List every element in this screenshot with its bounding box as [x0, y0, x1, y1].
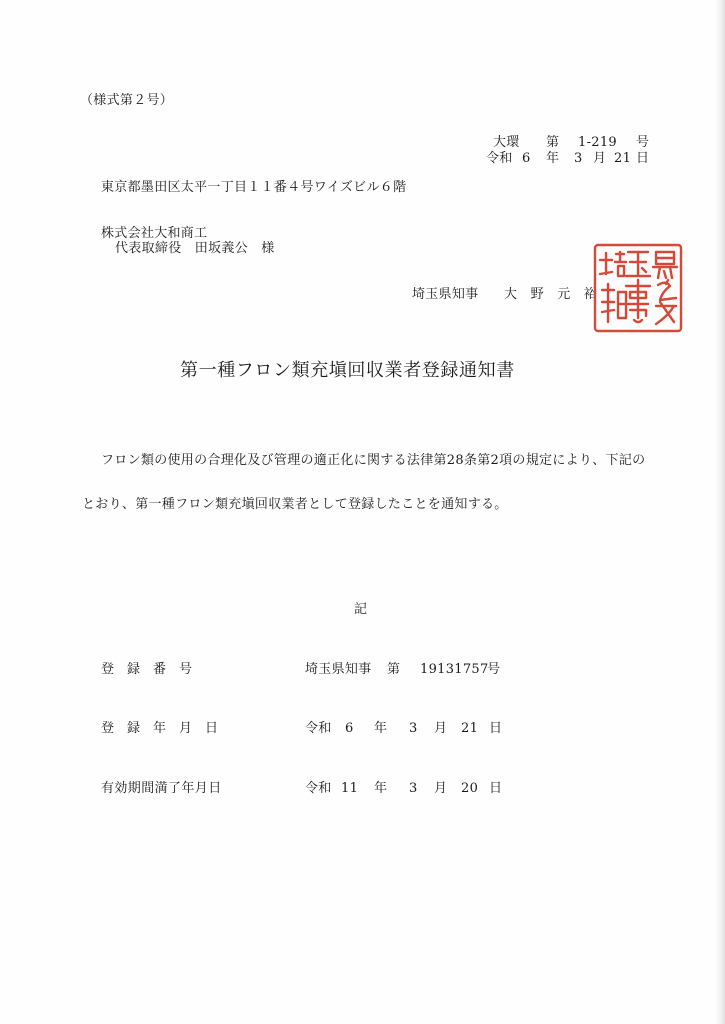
item-value-part: 3	[409, 721, 418, 736]
recipient-representative: 代表取締役 田坂義公 様	[115, 241, 275, 256]
item-label: 登 録 年 月 日	[101, 721, 219, 736]
item-value-part: 日	[489, 781, 503, 796]
issue-date-year: 6	[522, 151, 531, 166]
item-value-part: 6	[345, 721, 354, 736]
issue-date-year-unit: 年	[546, 151, 560, 166]
item-label: 登 録 番 号	[101, 662, 193, 677]
item-value-part: 21	[461, 721, 479, 736]
item-value-part: 令和	[305, 781, 332, 796]
item-value-part: 号	[487, 662, 501, 677]
issue-date-day-unit: 日	[636, 151, 650, 166]
body-line-2: とおり、第一種フロン類充塡回収業者として登録したことを通知する。	[82, 497, 508, 512]
item-value-part: 日	[489, 721, 503, 736]
sender-title: 埼玉県知事	[412, 287, 479, 302]
doc-number-dai: 第	[546, 135, 560, 150]
recipient-address: 東京都墨田区太平一丁目１１番４号ワイズビル６階	[101, 180, 407, 195]
ki-marker: 記	[354, 602, 368, 617]
page-edge-shadow	[715, 0, 725, 1024]
item-value-part: 年	[374, 781, 388, 796]
item-value-part: 11	[341, 781, 359, 796]
issue-date-month: 3	[574, 151, 583, 166]
recipient-company: 株式会社大和商工	[101, 226, 208, 241]
sender-name: 大 野 元 裕	[504, 287, 598, 302]
item-value-part: 20	[461, 781, 479, 796]
doc-number-value: 1-219	[578, 135, 617, 150]
body-line-1: フロン類の使用の合理化及び管理の適正化に関する法律第28条第2項の規定により、下記の	[101, 453, 646, 468]
document-title: 第一種フロン類充塡回収業者登録通知書	[180, 360, 515, 381]
item-value-part: 第	[387, 662, 401, 677]
doc-number-go: 号	[636, 135, 650, 150]
issue-date-day: 21	[614, 151, 632, 166]
issue-date-month-unit: 月	[593, 151, 607, 166]
item-value-part: 月	[434, 721, 448, 736]
item-value-part: 19131757	[420, 662, 489, 677]
item-value-part: 月	[434, 781, 448, 796]
form-label: （様式第２号）	[80, 93, 174, 108]
item-value-part: 埼玉県知事	[305, 662, 372, 677]
official-seal-stamp	[590, 240, 686, 336]
doc-number-prefix: 大環	[493, 135, 520, 150]
item-label: 有効期間満了年月日	[101, 781, 222, 796]
item-value-part: 3	[409, 781, 418, 796]
item-value-part: 令和	[305, 721, 332, 736]
item-value-part: 年	[374, 721, 388, 736]
issue-date-era: 令和	[486, 151, 513, 166]
